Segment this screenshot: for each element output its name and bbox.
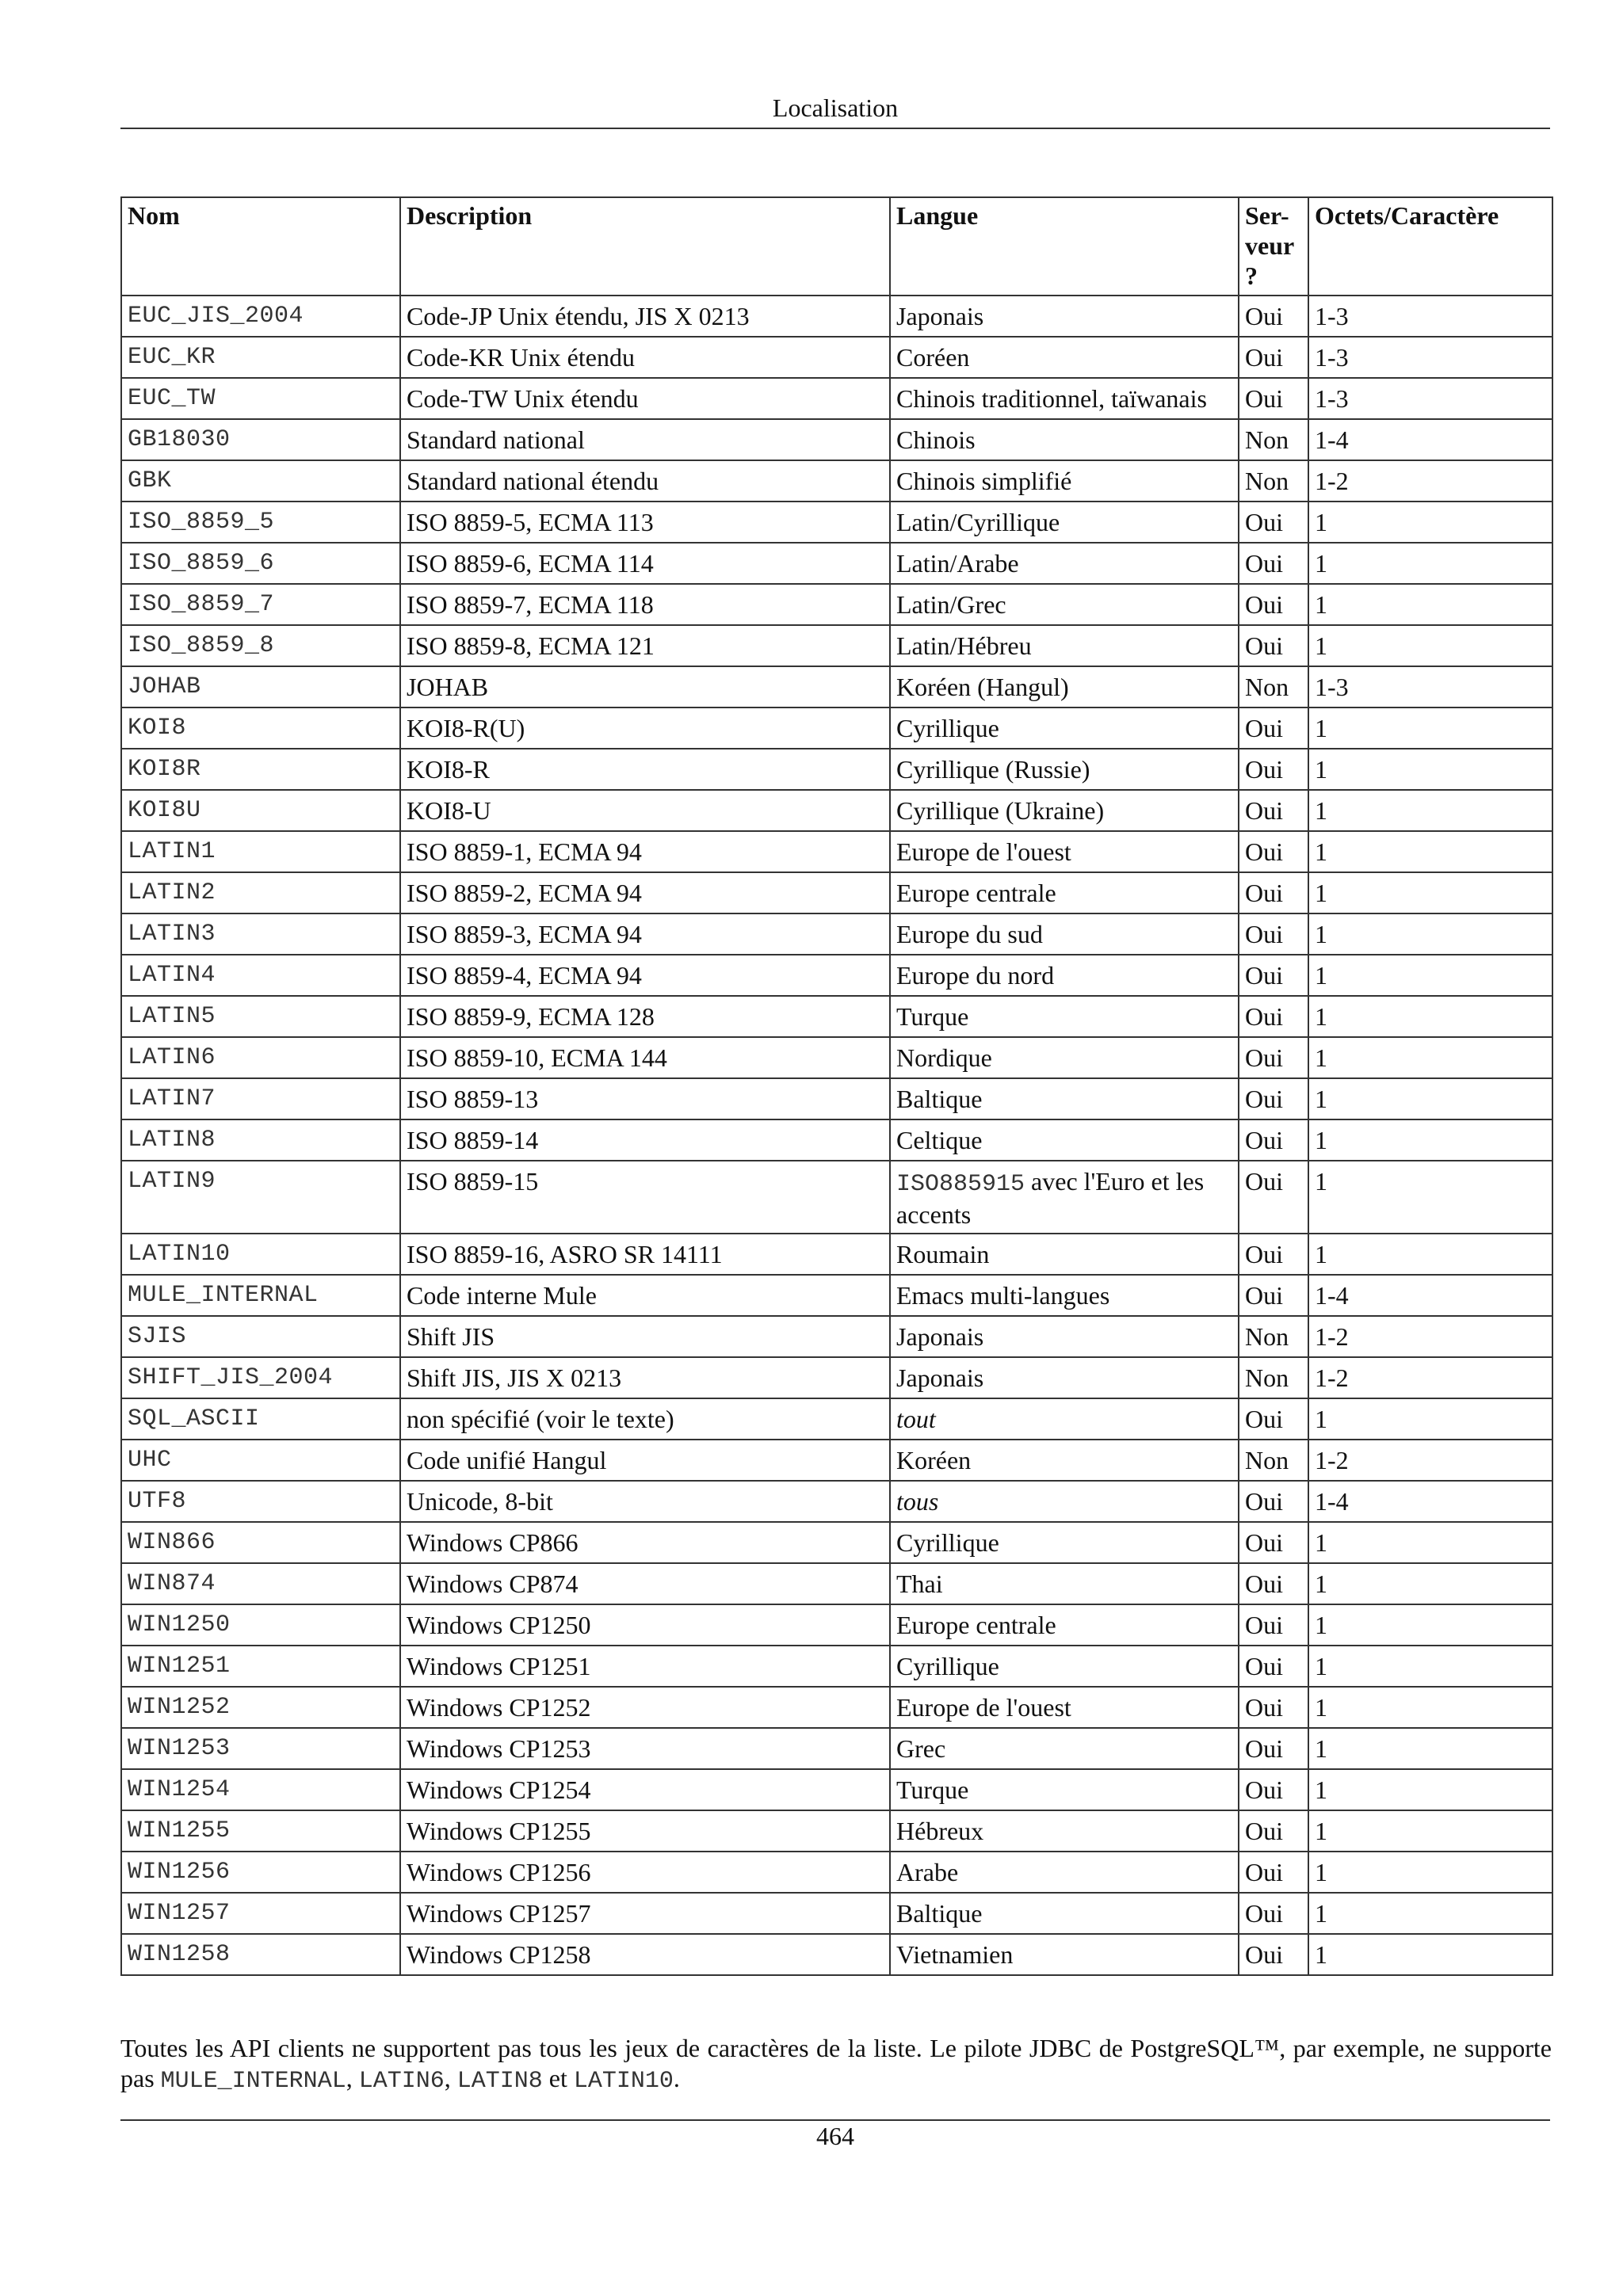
cell-langue: Latin/Arabe — [890, 543, 1239, 584]
page-header-title: Localisation — [772, 93, 899, 122]
cell-langue: Coréen — [890, 337, 1239, 378]
cell-langue: Emacs multi-langues — [890, 1275, 1239, 1316]
cell-nom: ISO_8859_5 — [121, 502, 400, 543]
cell-octets: 1-2 — [1308, 1316, 1552, 1357]
cell-description: ISO 8859-16, ASRO SR 14111 — [400, 1234, 890, 1275]
cell-langue: Nordique — [890, 1037, 1239, 1078]
cell-octets: 1-2 — [1308, 1440, 1552, 1481]
cell-serveur: Oui — [1239, 1769, 1308, 1810]
encoding-table — [120, 196, 1553, 1976]
cell-octets: 1-3 — [1308, 337, 1552, 378]
cell-description: Code-TW Unix étendu — [400, 378, 890, 419]
cell-langue: Cyrillique (Russie) — [890, 749, 1239, 790]
cell-serveur: Oui — [1239, 543, 1308, 584]
cell-description: ISO 8859-5, ECMA 113 — [400, 502, 890, 543]
cell-description: Standard national — [400, 419, 890, 460]
cell-description: ISO 8859-9, ECMA 128 — [400, 996, 890, 1037]
cell-octets: 1 — [1308, 996, 1552, 1037]
cell-serveur: Oui — [1239, 1728, 1308, 1769]
cell-langue: Europe du sud — [890, 913, 1239, 955]
table-row — [121, 1728, 1552, 1769]
cell-serveur: Oui — [1239, 1563, 1308, 1604]
cell-description: ISO 8859-3, ECMA 94 — [400, 913, 890, 955]
cell-octets: 1 — [1308, 1687, 1552, 1728]
table-row — [121, 666, 1552, 707]
cell-octets: 1 — [1308, 543, 1552, 584]
cell-serveur: Oui — [1239, 1037, 1308, 1078]
cell-octets: 1 — [1308, 1398, 1552, 1440]
note-separator: et — [542, 2064, 574, 2092]
cell-serveur: Oui — [1239, 1119, 1308, 1161]
cell-serveur: Oui — [1239, 1810, 1308, 1852]
cell-langue: Chinois simplifié — [890, 460, 1239, 502]
cell-description: Shift JIS — [400, 1316, 890, 1357]
cell-description: Windows CP1257 — [400, 1893, 890, 1934]
cell-octets: 1 — [1308, 1934, 1552, 1975]
cell-serveur: Oui — [1239, 1687, 1308, 1728]
cell-langue: Cyrillique — [890, 1646, 1239, 1687]
cell-nom: KOI8 — [121, 707, 400, 749]
cell-langue: Europe centrale — [890, 1604, 1239, 1646]
cell-serveur: Non — [1239, 666, 1308, 707]
table-row — [121, 1398, 1552, 1440]
cell-octets: 1 — [1308, 790, 1552, 831]
cell-serveur: Oui — [1239, 502, 1308, 543]
table-header-row — [121, 197, 1552, 296]
cell-nom: LATIN5 — [121, 996, 400, 1037]
cell-langue — [890, 1161, 1239, 1234]
table-row — [121, 296, 1552, 337]
table-row — [121, 790, 1552, 831]
table-row — [121, 1316, 1552, 1357]
cell-nom: EUC_JIS_2004 — [121, 296, 400, 337]
cell-langue: Grec — [890, 1728, 1239, 1769]
cell-description: ISO 8859-13 — [400, 1078, 890, 1119]
table-row — [121, 749, 1552, 790]
cell-octets: 1-4 — [1308, 419, 1552, 460]
cell-nom: WIN874 — [121, 1563, 400, 1604]
cell-octets: 1 — [1308, 913, 1552, 955]
cell-nom: ISO_8859_8 — [121, 625, 400, 666]
column-header-langue: Langue — [890, 197, 1239, 296]
cell-description: Windows CP1256 — [400, 1852, 890, 1893]
table-row — [121, 1646, 1552, 1687]
cell-serveur: Oui — [1239, 872, 1308, 913]
cell-serveur: Oui — [1239, 1604, 1308, 1646]
table-row — [121, 913, 1552, 955]
cell-serveur: Oui — [1239, 913, 1308, 955]
cell-octets: 1 — [1308, 955, 1552, 996]
cell-langue: Japonais — [890, 1316, 1239, 1357]
cell-nom: EUC_TW — [121, 378, 400, 419]
cell-serveur: Oui — [1239, 625, 1308, 666]
cell-description: ISO 8859-7, ECMA 118 — [400, 584, 890, 625]
cell-octets: 1-4 — [1308, 1275, 1552, 1316]
cell-nom: LATIN1 — [121, 831, 400, 872]
note-separator: , — [444, 2064, 457, 2092]
cell-nom: GB18030 — [121, 419, 400, 460]
cell-octets: 1 — [1308, 1119, 1552, 1161]
table-row — [121, 1078, 1552, 1119]
cell-serveur: Oui — [1239, 1481, 1308, 1522]
cell-langue: Europe de l'ouest — [890, 831, 1239, 872]
cell-serveur: Non — [1239, 1357, 1308, 1398]
cell-octets: 1-2 — [1308, 460, 1552, 502]
cell-serveur: Oui — [1239, 1234, 1308, 1275]
note-end: . — [673, 2064, 680, 2092]
cell-nom: WIN1256 — [121, 1852, 400, 1893]
cell-description: Windows CP1251 — [400, 1646, 890, 1687]
cell-description: KOI8-R(U) — [400, 707, 890, 749]
cell-nom: WIN1251 — [121, 1646, 400, 1687]
cell-serveur: Oui — [1239, 337, 1308, 378]
table-row — [121, 1893, 1552, 1934]
cell-description: Code-JP Unix étendu, JIS X 0213 — [400, 296, 890, 337]
note-code-mule: MULE_INTERNAL — [160, 2068, 346, 2095]
cell-description: Code interne Mule — [400, 1275, 890, 1316]
cell-serveur: Oui — [1239, 707, 1308, 749]
cell-octets: 1 — [1308, 1810, 1552, 1852]
table-row — [121, 1769, 1552, 1810]
cell-nom: MULE_INTERNAL — [121, 1275, 400, 1316]
cell-langue: Cyrillique — [890, 707, 1239, 749]
cell-langue: Arabe — [890, 1852, 1239, 1893]
cell-serveur: Oui — [1239, 296, 1308, 337]
table-row — [121, 502, 1552, 543]
note-text: Toutes les API clients ne supportent pas tous les jeux de caractères de la liste. Le pilote JDBC de PostgreSQL™, par exemple, ne supporte pas — [120, 2034, 1552, 2092]
cell-langue: Chinois traditionnel, taïwanais — [890, 378, 1239, 419]
cell-octets: 1 — [1308, 1646, 1552, 1687]
cell-octets: 1 — [1308, 1893, 1552, 1934]
table-row — [121, 955, 1552, 996]
cell-octets: 1-3 — [1308, 378, 1552, 419]
cell-octets: 1 — [1308, 831, 1552, 872]
cell-octets: 1 — [1308, 1563, 1552, 1604]
note-separator: , — [346, 2064, 359, 2092]
table-row — [121, 831, 1552, 872]
cell-octets: 1 — [1308, 1852, 1552, 1893]
cell-octets: 1-3 — [1308, 296, 1552, 337]
table-row — [121, 1119, 1552, 1161]
cell-serveur: Oui — [1239, 1078, 1308, 1119]
table-row — [121, 1604, 1552, 1646]
cell-langue: Thai — [890, 1563, 1239, 1604]
cell-description: ISO 8859-10, ECMA 144 — [400, 1037, 890, 1078]
cell-serveur: Non — [1239, 460, 1308, 502]
footnote-paragraph — [120, 2033, 1552, 2096]
cell-serveur: Oui — [1239, 996, 1308, 1037]
cell-nom: LATIN4 — [121, 955, 400, 996]
table-row — [121, 1563, 1552, 1604]
cell-langue: Japonais — [890, 296, 1239, 337]
table-row — [121, 1440, 1552, 1481]
cell-nom: WIN1257 — [121, 1893, 400, 1934]
cell-serveur: Non — [1239, 1440, 1308, 1481]
table-row — [121, 872, 1552, 913]
cell-nom: GBK — [121, 460, 400, 502]
cell-description: Windows CP1258 — [400, 1934, 890, 1975]
cell-octets: 1 — [1308, 1234, 1552, 1275]
cell-description: JOHAB — [400, 666, 890, 707]
cell-octets: 1 — [1308, 502, 1552, 543]
table-row — [121, 1687, 1552, 1728]
cell-langue: Koréen (Hangul) — [890, 666, 1239, 707]
cell-description: ISO 8859-14 — [400, 1119, 890, 1161]
table-row — [121, 543, 1552, 584]
table-row — [121, 1275, 1552, 1316]
cell-nom: LATIN8 — [121, 1119, 400, 1161]
table-row — [121, 1522, 1552, 1563]
cell-serveur: Oui — [1239, 1161, 1308, 1234]
column-header-serveur: Ser- veur ? — [1239, 197, 1308, 296]
cell-langue: Europe du nord — [890, 955, 1239, 996]
cell-nom: JOHAB — [121, 666, 400, 707]
column-header-nom: Nom — [121, 197, 400, 296]
table-row — [121, 707, 1552, 749]
cell-nom: WIN1250 — [121, 1604, 400, 1646]
table-row — [121, 378, 1552, 419]
column-header-description: Description — [400, 197, 890, 296]
cell-description: KOI8-R — [400, 749, 890, 790]
cell-description: Windows CP1254 — [400, 1769, 890, 1810]
cell-serveur: Non — [1239, 419, 1308, 460]
cell-serveur: Oui — [1239, 1646, 1308, 1687]
table-row — [121, 1161, 1552, 1234]
cell-langue: Cyrillique (Ukraine) — [890, 790, 1239, 831]
cell-nom: KOI8R — [121, 749, 400, 790]
cell-serveur: Oui — [1239, 1893, 1308, 1934]
table-row — [121, 1357, 1552, 1398]
cell-octets: 1-3 — [1308, 666, 1552, 707]
cell-langue: Baltique — [890, 1893, 1239, 1934]
cell-langue: Latin/Cyrillique — [890, 502, 1239, 543]
cell-nom: LATIN6 — [121, 1037, 400, 1078]
cell-octets: 1 — [1308, 749, 1552, 790]
cell-langue: Chinois — [890, 419, 1239, 460]
cell-description: ISO 8859-4, ECMA 94 — [400, 955, 890, 996]
cell-langue: Roumain — [890, 1234, 1239, 1275]
cell-langue: Turque — [890, 996, 1239, 1037]
cell-nom: KOI8U — [121, 790, 400, 831]
cell-description: Windows CP1253 — [400, 1728, 890, 1769]
cell-nom: SQL_ASCII — [121, 1398, 400, 1440]
cell-nom: SJIS — [121, 1316, 400, 1357]
table-row — [121, 460, 1552, 502]
note-code-latin8: LATIN8 — [456, 2068, 543, 2095]
cell-langue: Cyrillique — [890, 1522, 1239, 1563]
cell-langue: Vietnamien — [890, 1934, 1239, 1975]
cell-octets: 1 — [1308, 1161, 1552, 1234]
table-row — [121, 1037, 1552, 1078]
cell-octets: 1 — [1308, 1604, 1552, 1646]
cell-octets: 1 — [1308, 1769, 1552, 1810]
cell-octets: 1 — [1308, 625, 1552, 666]
cell-langue: tous — [890, 1481, 1239, 1522]
cell-serveur: Oui — [1239, 955, 1308, 996]
cell-langue: Japonais — [890, 1357, 1239, 1398]
cell-serveur: Oui — [1239, 1398, 1308, 1440]
cell-nom: UHC — [121, 1440, 400, 1481]
cell-nom: UTF8 — [121, 1481, 400, 1522]
cell-description: Shift JIS, JIS X 0213 — [400, 1357, 890, 1398]
cell-description: ISO 8859-6, ECMA 114 — [400, 543, 890, 584]
cell-nom: WIN1258 — [121, 1934, 400, 1975]
table-row — [121, 1934, 1552, 1975]
cell-langue: Turque — [890, 1769, 1239, 1810]
cell-serveur: Oui — [1239, 831, 1308, 872]
cell-octets: 1 — [1308, 1078, 1552, 1119]
table-row — [121, 337, 1552, 378]
cell-nom: WIN1253 — [121, 1728, 400, 1769]
cell-serveur: Oui — [1239, 790, 1308, 831]
table-row — [121, 584, 1552, 625]
cell-octets: 1 — [1308, 707, 1552, 749]
cell-description: ISO 8859-2, ECMA 94 — [400, 872, 890, 913]
cell-description: Windows CP1252 — [400, 1687, 890, 1728]
table-row — [121, 1234, 1552, 1275]
table-row — [121, 625, 1552, 666]
cell-octets: 1 — [1308, 584, 1552, 625]
cell-description: Windows CP1250 — [400, 1604, 890, 1646]
cell-serveur: Oui — [1239, 749, 1308, 790]
cell-langue: Hébreux — [890, 1810, 1239, 1852]
table-body — [121, 296, 1552, 1975]
table-row — [121, 1481, 1552, 1522]
cell-nom: LATIN2 — [121, 872, 400, 913]
cell-octets: 1 — [1308, 1522, 1552, 1563]
cell-langue: Celtique — [890, 1119, 1239, 1161]
table-row — [121, 419, 1552, 460]
cell-nom: WIN866 — [121, 1522, 400, 1563]
cell-langue: tout — [890, 1398, 1239, 1440]
note-code-latin10: LATIN10 — [573, 2068, 674, 2095]
cell-description: Windows CP1255 — [400, 1810, 890, 1852]
cell-langue: Koréen — [890, 1440, 1239, 1481]
cell-description: KOI8-U — [400, 790, 890, 831]
cell-nom: LATIN7 — [121, 1078, 400, 1119]
note-code-latin6: LATIN6 — [358, 2068, 445, 2095]
cell-description: Unicode, 8-bit — [400, 1481, 890, 1522]
cell-octets: 1 — [1308, 872, 1552, 913]
cell-nom: LATIN10 — [121, 1234, 400, 1275]
column-header-octets: Octets/Caractère — [1308, 197, 1552, 296]
cell-nom: SHIFT_JIS_2004 — [121, 1357, 400, 1398]
cell-serveur: Non — [1239, 1316, 1308, 1357]
cell-nom: LATIN3 — [121, 913, 400, 955]
cell-serveur: Oui — [1239, 584, 1308, 625]
cell-description: Windows CP874 — [400, 1563, 890, 1604]
cell-nom: ISO_8859_7 — [121, 584, 400, 625]
cell-description: ISO 8859-8, ECMA 121 — [400, 625, 890, 666]
cell-langue-code: ISO885915 — [896, 1171, 1025, 1198]
cell-nom: ISO_8859_6 — [121, 543, 400, 584]
cell-langue: Latin/Hébreu — [890, 625, 1239, 666]
cell-description: ISO 8859-15 — [400, 1161, 890, 1234]
cell-langue-text: avec l'Euro et les accents — [896, 1167, 1205, 1229]
cell-nom: LATIN9 — [121, 1161, 400, 1234]
cell-serveur: Oui — [1239, 1522, 1308, 1563]
page-number: 464 — [816, 2122, 854, 2150]
cell-octets: 1-4 — [1308, 1481, 1552, 1522]
cell-description: non spécifié (voir le texte) — [400, 1398, 890, 1440]
footer-rule — [120, 2119, 1550, 2121]
cell-nom: WIN1252 — [121, 1687, 400, 1728]
cell-description: ISO 8859-1, ECMA 94 — [400, 831, 890, 872]
cell-octets: 1-2 — [1308, 1357, 1552, 1398]
cell-langue: Baltique — [890, 1078, 1239, 1119]
table-row — [121, 996, 1552, 1037]
cell-description: Standard national étendu — [400, 460, 890, 502]
table-row — [121, 1852, 1552, 1893]
cell-serveur: Oui — [1239, 378, 1308, 419]
cell-nom: WIN1255 — [121, 1810, 400, 1852]
header-rule — [120, 128, 1550, 129]
cell-description: Windows CP866 — [400, 1522, 890, 1563]
cell-octets: 1 — [1308, 1037, 1552, 1078]
table-row — [121, 1810, 1552, 1852]
cell-serveur: Oui — [1239, 1934, 1308, 1975]
cell-octets: 1 — [1308, 1728, 1552, 1769]
cell-nom: EUC_KR — [121, 337, 400, 378]
cell-nom: WIN1254 — [121, 1769, 400, 1810]
cell-description: Code-KR Unix étendu — [400, 337, 890, 378]
cell-langue: Europe de l'ouest — [890, 1687, 1239, 1728]
cell-langue: Europe centrale — [890, 872, 1239, 913]
cell-langue: Latin/Grec — [890, 584, 1239, 625]
cell-serveur: Oui — [1239, 1852, 1308, 1893]
cell-serveur: Oui — [1239, 1275, 1308, 1316]
cell-description: Code unifié Hangul — [400, 1440, 890, 1481]
